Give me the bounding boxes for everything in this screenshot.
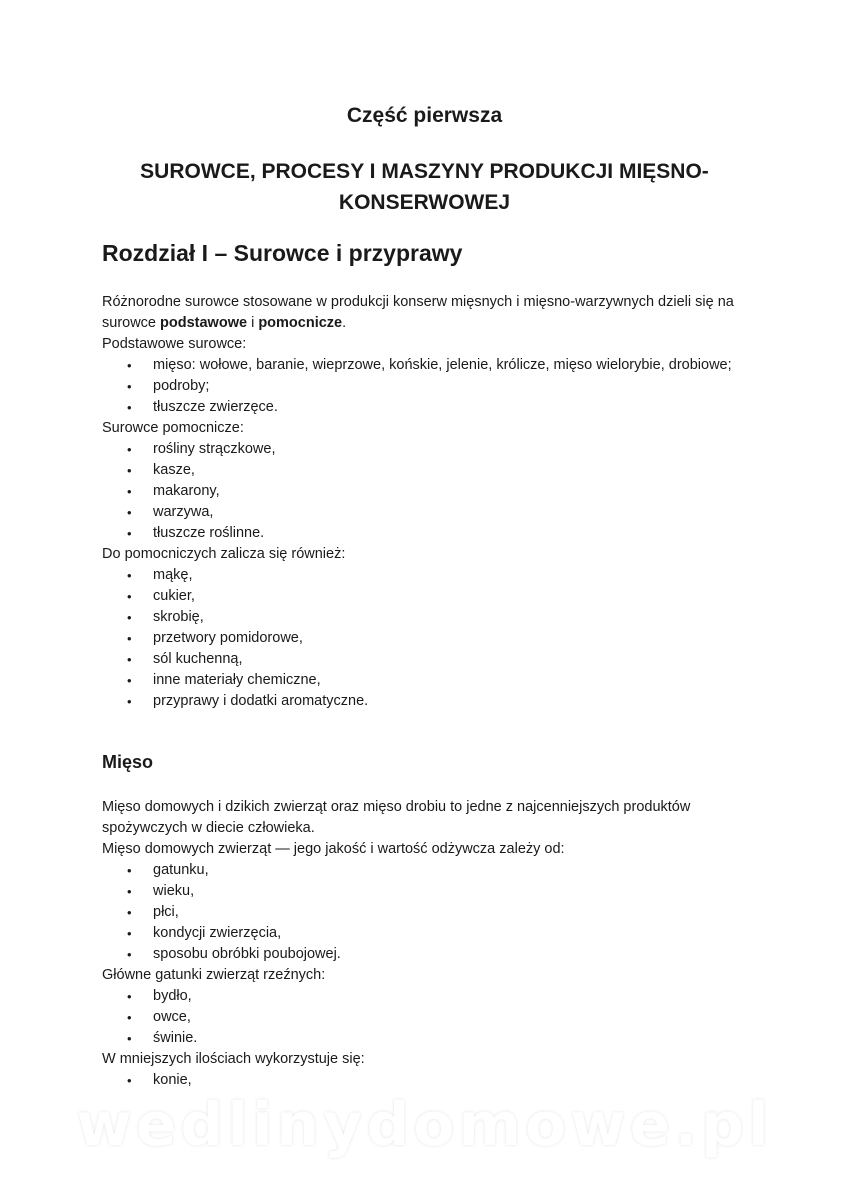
meat-intro-paragraph: Mięso domowych i dzikich zwierząt oraz mięso drobiu to jedne z najcenniejszych produktów spożywczych w diecie człowieka. — [102, 799, 691, 836]
bold-term-basic: podstawowe — [160, 315, 248, 331]
list-item-text: cukier, — [153, 588, 195, 604]
main-title: SUROWCE, PROCESY I MASZYNY PRODUKCJI MIĘSNO-KONSERWOWEJ — [140, 160, 709, 214]
bullet-icon: • — [127, 694, 132, 709]
bullet-icon: • — [127, 505, 132, 520]
bullet-icon: • — [127, 905, 132, 920]
bullet-icon: • — [127, 400, 132, 415]
list-item-text: bydło, — [153, 988, 192, 1004]
list-item — [102, 860, 762, 881]
list-item — [102, 565, 762, 586]
list-item — [102, 923, 762, 944]
list-item — [102, 355, 762, 376]
bullet-icon: • — [127, 652, 132, 667]
list-item-text: tłuszcze zwierzęce. — [153, 399, 278, 415]
list-item — [102, 439, 762, 460]
list-item-text: przyprawy i dodatki aromatyczne. — [153, 693, 369, 709]
bullet-icon: • — [127, 589, 132, 604]
list-item-text: wieku, — [153, 883, 195, 899]
species-heading: Główne gatunki zwierząt rzeźnych: — [102, 967, 326, 983]
list-item-text: świnie. — [153, 1030, 198, 1046]
list-item — [102, 944, 762, 965]
list-item — [102, 376, 762, 397]
list-item-text: sól kuchenną, — [153, 651, 243, 667]
list-item — [102, 986, 762, 1007]
list-item-text: mąkę, — [153, 567, 193, 583]
list-item — [102, 1007, 762, 1028]
list-item-text: konie, — [153, 1072, 192, 1088]
list-item — [102, 523, 762, 544]
bullet-icon: • — [127, 1031, 132, 1046]
list-item-text: inne materiały chemiczne, — [153, 672, 321, 688]
list-item-text: mięso: wołowe, baranie, wieprzowe, końskie, jelenie, królicze, mięso wielorybie, drobiowe; — [153, 357, 732, 373]
list-item — [102, 881, 762, 902]
basic-list — [102, 355, 762, 418]
bullet-icon: • — [127, 1073, 132, 1088]
bullet-icon: • — [127, 926, 132, 941]
bold-term-auxiliary: pomocnicze — [258, 315, 343, 331]
list-item-text: płci, — [153, 904, 179, 920]
minor-heading: W mniejszych ilościach wykorzystuje się: — [102, 1051, 365, 1067]
bullet-icon: • — [127, 884, 132, 899]
bullet-icon: • — [127, 379, 132, 394]
watermark: wedlinydomowe.pl — [76, 1090, 773, 1160]
bullet-icon: • — [127, 526, 132, 541]
bullet-icon: • — [127, 863, 132, 878]
list-item-text: kondycji zwierzęcia, — [153, 925, 282, 941]
list-item — [102, 481, 762, 502]
list-item-text: rośliny strączkowe, — [153, 441, 276, 457]
species-list — [102, 986, 762, 1049]
list-item — [102, 1070, 762, 1091]
list-item — [102, 628, 762, 649]
basic-heading: Podstawowe surowce: — [102, 336, 247, 352]
quality-heading: Mięso domowych zwierząt — jego jakość i wartość odżywcza zależy od: — [102, 841, 565, 857]
also-auxiliary-heading: Do pomocniczych zalicza się również: — [102, 546, 346, 562]
auxiliary-heading: Surowce pomocnicze: — [102, 420, 244, 436]
meat-block — [102, 797, 762, 1091]
bullet-icon: • — [127, 484, 132, 499]
list-item-text: tłuszcze roślinne. — [153, 525, 265, 541]
list-item-text: gatunku, — [153, 862, 209, 878]
list-item — [102, 902, 762, 923]
list-item-text: owce, — [153, 1009, 191, 1025]
intro-paragraph: Różnorodne surowce stosowane w produkcji konserw mięsnych i mięsno-warzywnych dzieli się na surowce podstawowe i pomocnicze. — [102, 294, 734, 331]
list-item — [102, 586, 762, 607]
list-item — [102, 397, 762, 418]
list-item — [102, 670, 762, 691]
list-item — [102, 691, 762, 712]
quality-list — [102, 860, 762, 965]
list-item-text: warzywa, — [153, 504, 214, 520]
list-item-text: kasze, — [153, 462, 195, 478]
list-item — [102, 607, 762, 628]
bullet-icon: • — [127, 610, 132, 625]
bullet-icon: • — [127, 673, 132, 688]
list-item — [102, 460, 762, 481]
list-item-text: podroby; — [153, 378, 210, 394]
part-title: Część pierwsza — [346, 104, 503, 127]
bullet-icon: • — [127, 1010, 132, 1025]
auxiliary-list — [102, 439, 762, 544]
list-item-text: skrobię, — [153, 609, 204, 625]
list-item — [102, 502, 762, 523]
bullet-icon: • — [127, 631, 132, 646]
bullet-icon: • — [127, 358, 132, 373]
list-item-text: przetwory pomidorowe, — [153, 630, 303, 646]
minor-list — [102, 1070, 762, 1091]
list-item — [102, 649, 762, 670]
bullet-icon: • — [127, 568, 132, 583]
chapter-title: Rozdział I – Surowce i przyprawy — [102, 240, 463, 266]
meat-section-title: Mięso — [102, 752, 154, 772]
bullet-icon: • — [127, 947, 132, 962]
list-item-text: makarony, — [153, 483, 220, 499]
list-item-text: sposobu obróbki poubojowej. — [153, 946, 341, 962]
bullet-icon: • — [127, 463, 132, 478]
bullet-icon: • — [127, 989, 132, 1004]
also-auxiliary-list — [102, 565, 762, 712]
raw-materials-block — [102, 292, 762, 712]
bullet-icon: • — [127, 442, 132, 457]
list-item — [102, 1028, 762, 1049]
